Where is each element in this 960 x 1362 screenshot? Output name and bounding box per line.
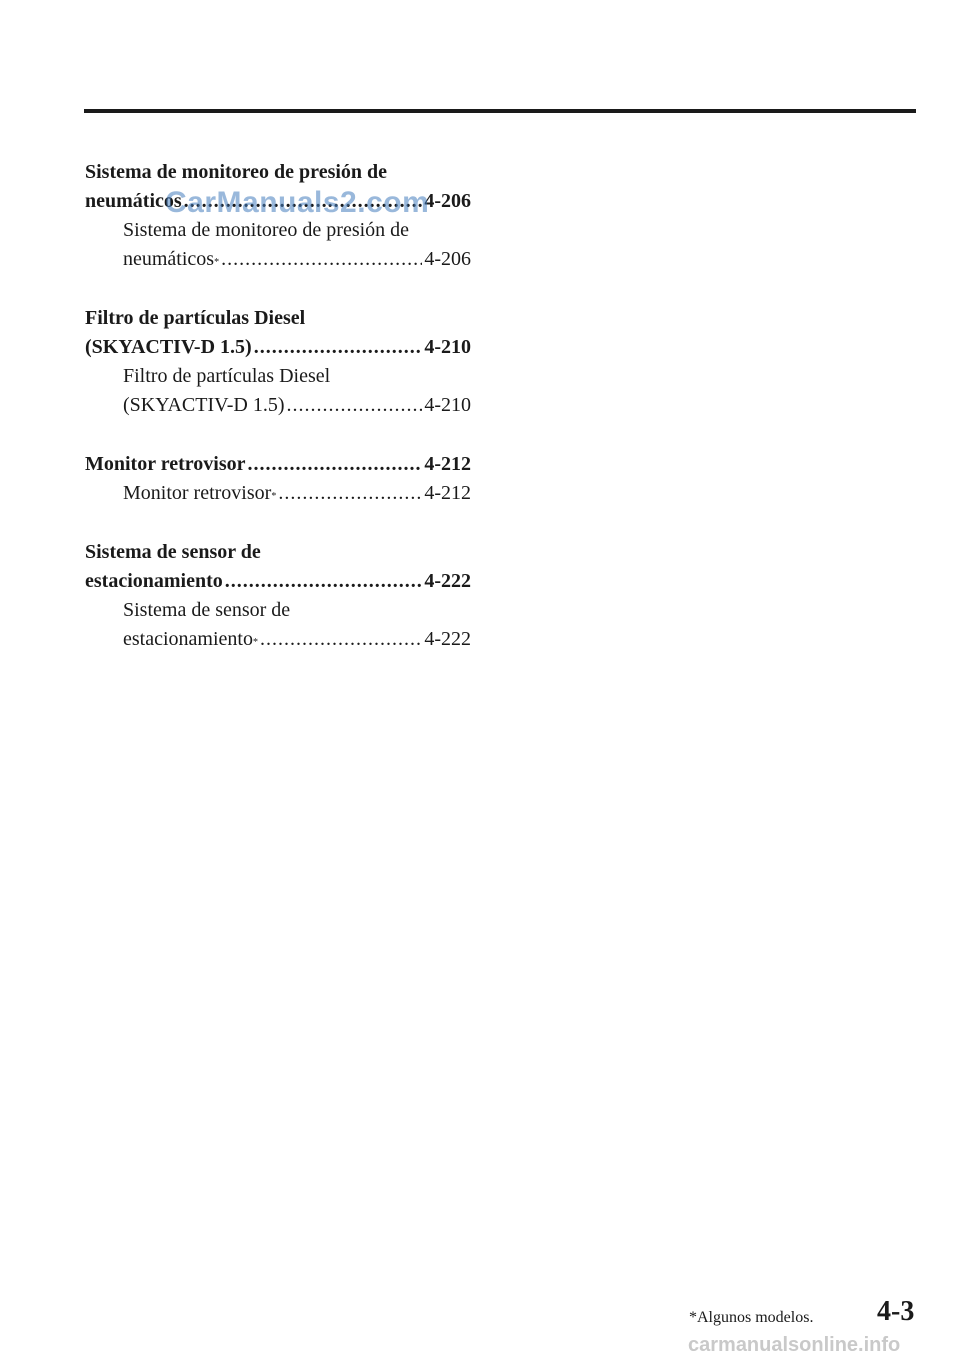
page-ref: 4-206: [424, 248, 471, 270]
page-ref: 4-206: [424, 190, 471, 212]
page-ref: 4-210: [424, 394, 471, 416]
toc-heading-entry[interactable]: [85, 304, 471, 362]
leader-dots: [254, 333, 423, 362]
leader-dots: [221, 245, 422, 274]
toc-heading-line: Sistema de monitoreo de presión de: [85, 161, 388, 183]
toc-sub-line: estacionamiento * ..... 4-222: [123, 625, 471, 654]
toc-sub-line: (SKYACTIV-D 1.5) ..... 4-210: [123, 391, 471, 420]
page-ref: 4-222: [424, 570, 471, 592]
toc-sub-entry[interactable]: [85, 362, 471, 420]
toc-heading-line: Sistema de sensor de: [85, 541, 261, 563]
header-rule: [84, 109, 916, 113]
toc-section: [85, 538, 471, 654]
page-ref: 4-222: [424, 628, 471, 650]
toc-sub-line: Sistema de monitoreo de presión de: [123, 219, 410, 241]
page-ref: 4-210: [424, 336, 471, 358]
footer-watermark: carmanualsonline.info: [688, 1334, 901, 1356]
leader-dots: [248, 450, 423, 479]
toc-heading-entry[interactable]: [85, 450, 471, 479]
toc-sub-line: Monitor retrovisor * ..... 4-212: [123, 479, 471, 508]
toc-section: [85, 450, 471, 508]
toc-heading-entry[interactable]: [85, 538, 471, 596]
site-watermark: CarManuals2.com: [165, 186, 430, 219]
page-ref: 4-212: [424, 482, 471, 504]
toc-sub-line: Sistema de sensor de: [123, 599, 291, 621]
table-of-contents: [85, 158, 471, 684]
toc-sub-entry[interactable]: [85, 596, 471, 654]
leader-dots: [278, 479, 422, 508]
page-ref: 4-212: [424, 453, 471, 475]
toc-heading-line: neumáticos ..... 4-206: [85, 187, 471, 216]
leader-dots: [260, 625, 422, 654]
toc-sub-entry[interactable]: [85, 216, 471, 274]
leader-dots: [225, 567, 423, 596]
toc-heading-line: (SKYACTIV-D 1.5) ..... 4-210: [85, 333, 471, 362]
toc-heading-line: Filtro de partículas Diesel: [85, 307, 306, 329]
toc-sub-entry[interactable]: [85, 479, 471, 508]
footnote: *Algunos modelos.: [689, 1309, 814, 1326]
toc-heading-line: estacionamiento ..... 4-222: [85, 567, 471, 596]
toc-heading-line: Monitor retrovisor ..... 4-212: [85, 450, 471, 479]
toc-section: [85, 304, 471, 420]
leader-dots: [286, 391, 422, 420]
toc-sub-line: Filtro de partículas Diesel: [123, 365, 331, 387]
toc-sub-line: neumáticos * ..... 4-206: [123, 245, 471, 274]
page-number: 4-3: [877, 1296, 915, 1327]
